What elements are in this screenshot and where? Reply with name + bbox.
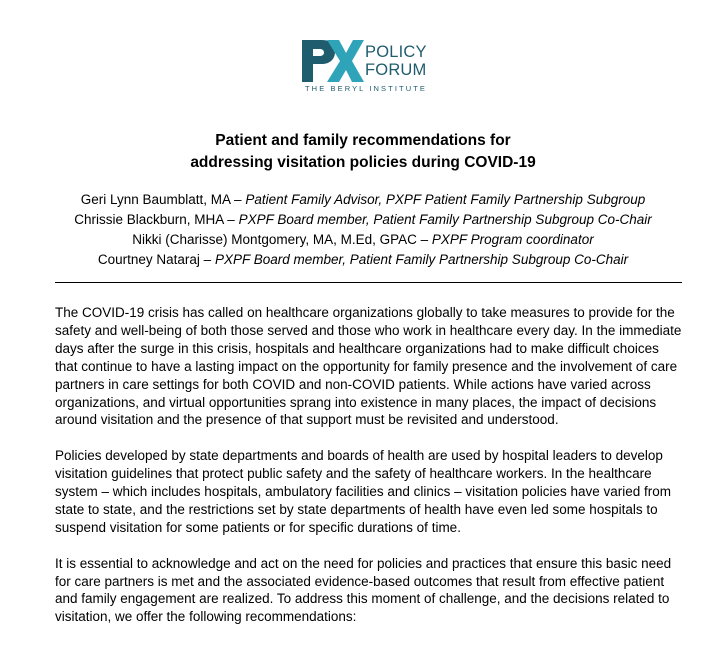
title-line-1: Patient and family recommendations for	[215, 132, 511, 149]
px-logo-icon	[302, 40, 364, 82]
px-policy-forum-logo	[302, 40, 442, 96]
author-name: Courtney Nataraj –	[97, 252, 215, 267]
document-body	[55, 304, 685, 644]
author-role: PXPF Board member, Patient Family Partnership Subgroup Co-Chair	[214, 252, 629, 267]
body-paragraph: Policies developed by state departments and boards of health are used by hospital leaders to develop visitation guidelines that protect public safety and the safety of healthcare workers. In the healthcare system – which includes hospitals, ambulatory facilities and clinics – visitation policies have varied from state to state, and the restrictions set by state departments of health have even led some hospitals to suspend visitation for some patients or for specific durations of time.	[55, 448, 672, 535]
author-line	[0, 230, 726, 250]
author-name: Nikki (Charisse) Montgomery, MA, M.Ed, GPAC –	[132, 232, 432, 247]
document-title	[0, 130, 726, 174]
author-role: PXPF Board member, Patient Family Partnership Subgroup Co-Chair	[238, 212, 652, 227]
author-list	[0, 190, 726, 270]
author-role: PXPF Program coordinator	[431, 232, 594, 247]
author-line	[0, 190, 726, 210]
author-line	[0, 210, 726, 230]
logo-word-policy: POLICY	[365, 43, 427, 61]
author-name: Geri Lynn Baumblatt, MA –	[80, 192, 246, 207]
author-name: Chrissie Blackburn, MHA –	[74, 212, 239, 227]
horizontal-divider	[55, 282, 682, 283]
logo-word-forum: FORUM	[365, 61, 427, 79]
author-role: Patient Family Advisor, PXPF Patient Family Partnership Subgroup	[245, 192, 646, 207]
logo-tagline: THE BERYL INSTITUTE	[305, 84, 427, 93]
title-line-2: addressing visitation policies during COVID-19	[190, 154, 536, 171]
body-paragraph: It is essential to acknowledge and act on the need for policies and practices that ensure this basic need for care partners is met and the associated evidence-based outcomes that result from effective patient and family engagement are realized. To address this moment of challenge, and the decisions related to visitation, we offer the following recommendations:	[55, 555, 672, 625]
author-line	[0, 250, 726, 270]
body-paragraph: The COVID-19 crisis has called on healthcare organizations globally to take measures to provide for the safety and well-being of both those served and those who work in healthcare every day. In the immediate days after the surge in this crisis, hospitals and healthcare organizations had to make difficult choices that continue to have a lasting impact on the opportunity for family presence and the involvement of care partners in care settings for both COVID and non-COVID patients. While actions have varied across organizations, and virtual opportunities sprang into existence in many places, the impact of decisions around visitation and the presence of that support must be revisited and understood.	[55, 305, 682, 428]
